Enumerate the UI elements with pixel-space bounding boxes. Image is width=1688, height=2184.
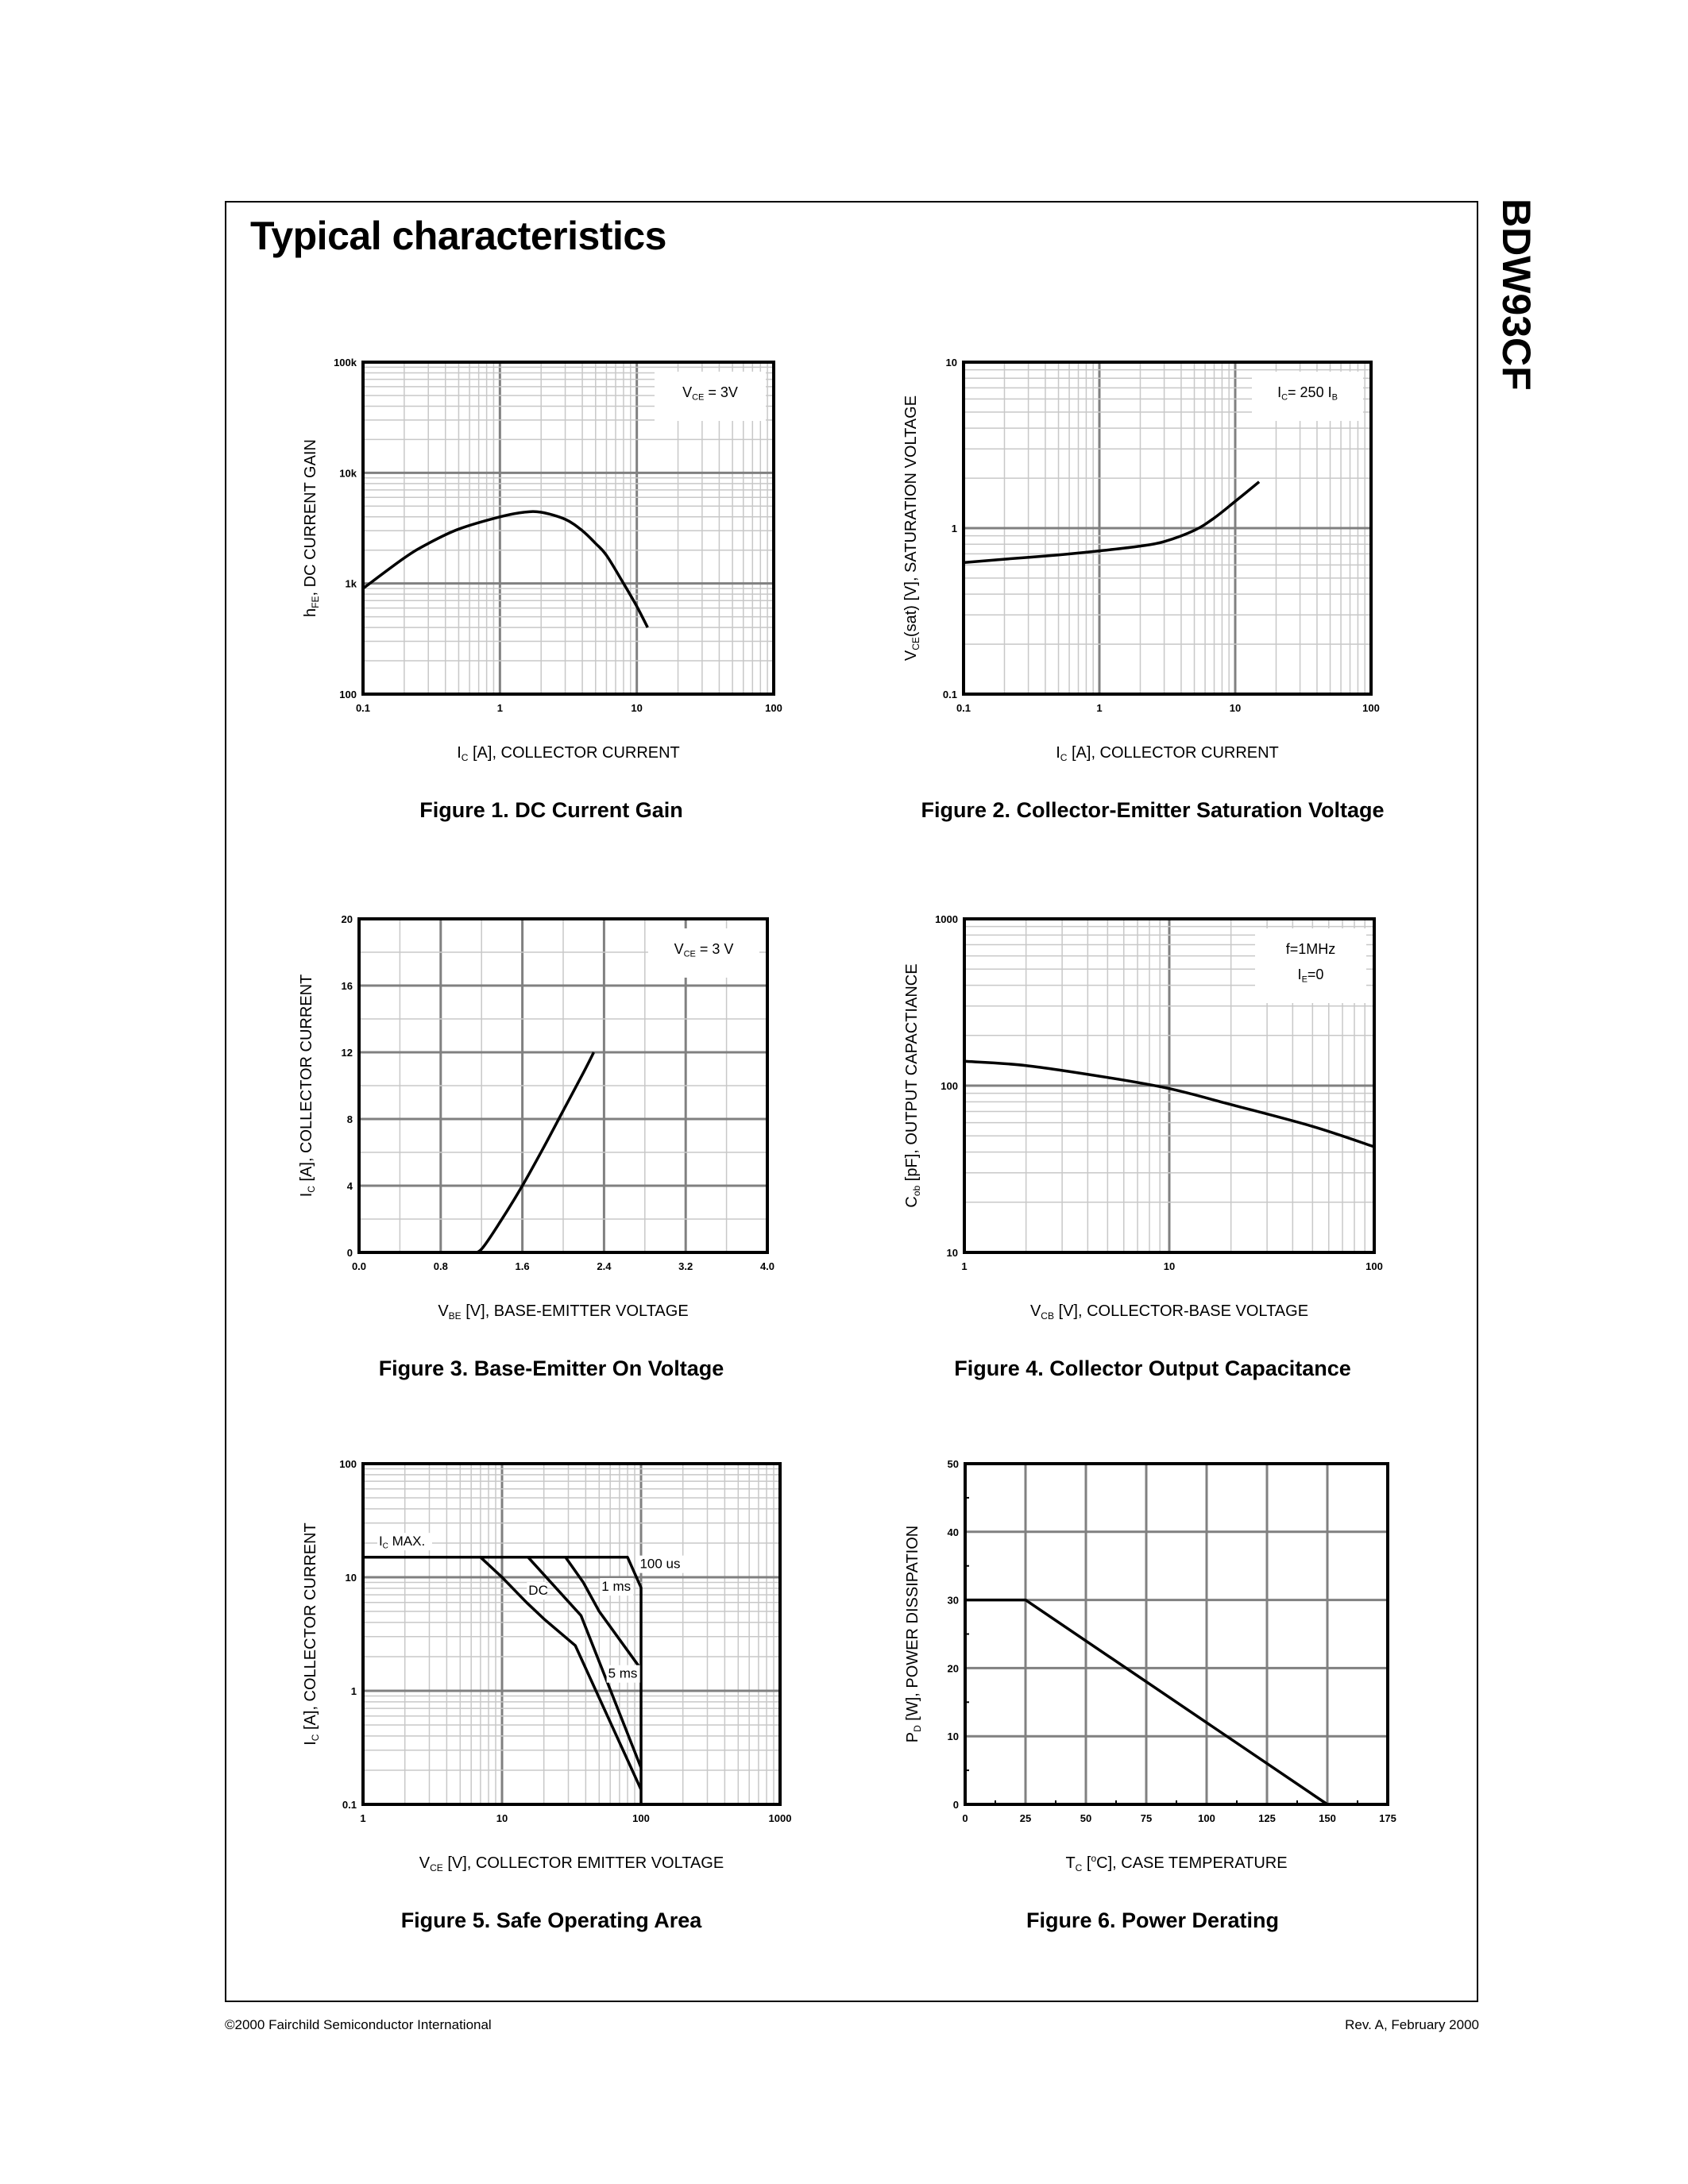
subscript: CE bbox=[683, 949, 696, 959]
x-tick-label: 3.2 bbox=[678, 1260, 693, 1272]
legend-text bbox=[682, 384, 738, 403]
y-tick-label: 100k bbox=[334, 357, 357, 369]
plot-frame bbox=[363, 1464, 780, 1804]
label-text: V bbox=[1029, 1302, 1041, 1320]
label-text: V bbox=[419, 1854, 431, 1872]
x-tick-label: 100 bbox=[1362, 702, 1380, 714]
x-axis-label bbox=[1056, 744, 1279, 763]
y-tick-label: 40 bbox=[947, 1526, 959, 1538]
y-tick-label: 20 bbox=[341, 913, 353, 925]
label-text: 1 ms bbox=[601, 1579, 632, 1595]
subscript: C bbox=[382, 1542, 388, 1551]
y-tick-label: 0 bbox=[952, 1799, 959, 1811]
x-tick-label: 175 bbox=[1379, 1812, 1396, 1824]
y-tick-label: 1 bbox=[951, 523, 957, 534]
x-tick-label: 100 bbox=[1365, 1260, 1383, 1272]
subscript: C bbox=[461, 752, 469, 763]
y-tick-label: 10k bbox=[339, 467, 357, 480]
subscript: C bbox=[1075, 1862, 1083, 1873]
x-tick-label: 1 bbox=[1096, 702, 1103, 714]
x-tick-label: 75 bbox=[1140, 1812, 1153, 1824]
x-tick-label: 10 bbox=[496, 1812, 508, 1824]
subscript: E bbox=[1301, 974, 1308, 985]
y-tick-label: 0.1 bbox=[942, 689, 957, 700]
series-line-1 bbox=[363, 511, 647, 627]
legend-text bbox=[1298, 967, 1324, 985]
label-text: I bbox=[1056, 744, 1060, 762]
series-line-1 bbox=[964, 482, 1259, 563]
y-tick-label: 0.1 bbox=[342, 1799, 357, 1811]
x-tick-label: 150 bbox=[1319, 1812, 1336, 1824]
y-tick-label: 10 bbox=[947, 1731, 959, 1743]
label-text: [A], COLLECTOR CURRENT bbox=[302, 1522, 319, 1734]
label-text: [V], BASE-EMITTER VOLTAGE bbox=[461, 1302, 689, 1320]
label-text: [pF], OUTPUT CAPACTIANCE bbox=[903, 963, 921, 1186]
y-axis-label bbox=[903, 963, 922, 1207]
x-tick-label: 50 bbox=[1080, 1812, 1092, 1824]
y-tick-label: 12 bbox=[341, 1047, 353, 1059]
annotation-label bbox=[601, 1579, 631, 1594]
annotation-label bbox=[608, 1666, 638, 1681]
subscript: C bbox=[1060, 752, 1068, 763]
x-tick-label: 1 bbox=[360, 1812, 366, 1824]
subscript: CE bbox=[910, 637, 921, 650]
x-axis-label bbox=[1030, 1302, 1308, 1322]
label-text: V bbox=[682, 384, 693, 400]
y-tick-label: 4 bbox=[346, 1180, 353, 1192]
x-tick-label: 10 bbox=[631, 702, 643, 714]
label-text: T bbox=[1065, 1854, 1076, 1872]
figure-1 bbox=[302, 357, 782, 822]
x-tick-label: 10 bbox=[1229, 702, 1242, 714]
label-text: 100 us bbox=[639, 1556, 681, 1572]
subscript: C bbox=[310, 1734, 321, 1742]
label-text: (sat) [V], SATURATION VOLTAGE bbox=[902, 395, 920, 638]
plot-frame bbox=[965, 1464, 1388, 1804]
x-tick-label: 100 bbox=[632, 1812, 650, 1824]
y-tick-label: 100 bbox=[941, 1080, 958, 1092]
y-tick-label: 30 bbox=[947, 1594, 959, 1607]
footer-copyright: ©2000 Fairchild Semiconductor International bbox=[225, 2017, 492, 2032]
label-text: , DC CURRENT GAIN bbox=[302, 439, 319, 596]
y-tick-label: 10 bbox=[945, 357, 957, 369]
series-line-2 bbox=[566, 1557, 641, 1669]
y-axis-label bbox=[902, 396, 921, 661]
label-text: [W], POWER DISSIPATION bbox=[904, 1525, 921, 1726]
x-tick-label: 10 bbox=[1163, 1260, 1176, 1272]
x-tick-label: 1.6 bbox=[515, 1260, 530, 1272]
label-text: [A], COLLECTOR CURRENT bbox=[1067, 744, 1279, 762]
label-text: = 250 I bbox=[1288, 384, 1332, 400]
subscript: C bbox=[1281, 392, 1288, 403]
x-tick-label: 2.4 bbox=[597, 1260, 612, 1272]
figure-5 bbox=[302, 1458, 791, 1932]
figure-caption: Figure 6. Power Derating bbox=[1026, 1908, 1280, 1932]
subscript: CB bbox=[1041, 1310, 1054, 1322]
label-text: = 3 V bbox=[695, 941, 734, 957]
y-tick-label: 8 bbox=[346, 1113, 353, 1125]
x-tick-label: 100 bbox=[1198, 1812, 1215, 1824]
y-axis-label bbox=[302, 1522, 321, 1746]
label-text: MAX. bbox=[388, 1534, 426, 1549]
label-text: I bbox=[298, 1192, 315, 1198]
y-tick-label: 20 bbox=[947, 1662, 959, 1675]
label-text: h bbox=[302, 608, 319, 617]
y-axis-label bbox=[904, 1526, 923, 1743]
y-axis-label bbox=[298, 974, 317, 1198]
x-tick-label: 0.1 bbox=[956, 702, 971, 714]
annotation-label bbox=[528, 1583, 548, 1598]
figure-6 bbox=[904, 1458, 1396, 1932]
figure-caption: Figure 3. Base-Emitter On Voltage bbox=[378, 1356, 724, 1380]
label-text: = 3V bbox=[704, 384, 738, 400]
label-text: [V], COLLECTOR EMITTER VOLTAGE bbox=[442, 1854, 724, 1872]
x-tick-label: 1 bbox=[961, 1260, 968, 1272]
label-text: [A], COLLECTOR CURRENT bbox=[468, 744, 680, 762]
footer-revision: Rev. A, February 2000 bbox=[1345, 2017, 1479, 2032]
figure-caption: Figure 4. Collector Output Capacitance bbox=[954, 1356, 1351, 1380]
label-text: 5 ms bbox=[608, 1665, 638, 1681]
label-text: [A], COLLECTOR CURRENT bbox=[298, 974, 315, 1187]
subscript: FE bbox=[310, 596, 321, 608]
y-tick-label: 1 bbox=[350, 1685, 357, 1697]
subscript: CE bbox=[430, 1862, 443, 1873]
x-axis-label bbox=[457, 744, 680, 763]
label-text: P bbox=[904, 1731, 921, 1743]
figure-caption: Figure 2. Collector-Emitter Saturation Voltage bbox=[921, 798, 1385, 822]
subscript: CE bbox=[692, 392, 705, 403]
x-tick-label: 125 bbox=[1258, 1812, 1276, 1824]
subscript: BE bbox=[448, 1310, 462, 1322]
y-tick-label: 1000 bbox=[935, 913, 958, 925]
x-axis-label bbox=[438, 1302, 688, 1322]
label-text: [ bbox=[1082, 1854, 1091, 1872]
label-text: V bbox=[674, 941, 684, 957]
subscript: D bbox=[912, 1725, 923, 1732]
x-tick-label: 25 bbox=[1019, 1812, 1032, 1824]
x-tick-label: 0.8 bbox=[433, 1260, 448, 1272]
label-text: V bbox=[438, 1302, 449, 1320]
subscript: o bbox=[1091, 1853, 1097, 1864]
legend-box bbox=[1255, 928, 1366, 1003]
x-tick-label: 1 bbox=[496, 702, 503, 714]
x-tick-label: 4.0 bbox=[759, 1260, 775, 1272]
y-axis-label bbox=[302, 439, 321, 617]
annotation-label bbox=[639, 1557, 680, 1572]
figure-4 bbox=[903, 913, 1383, 1380]
label-text: C bbox=[903, 1196, 921, 1208]
subscript: B bbox=[1331, 392, 1338, 403]
label-text: I bbox=[1277, 384, 1282, 400]
subscript: ob bbox=[911, 1185, 922, 1197]
label-text: V bbox=[902, 650, 920, 662]
y-tick-label: 0 bbox=[346, 1247, 353, 1259]
y-tick-label: 10 bbox=[345, 1572, 357, 1584]
label-text: I bbox=[378, 1534, 383, 1549]
y-tick-label: 10 bbox=[946, 1247, 958, 1259]
y-tick-label: 100 bbox=[339, 689, 357, 700]
x-tick-label: 1000 bbox=[768, 1812, 792, 1824]
figure-3 bbox=[298, 913, 774, 1380]
label-text: f=1MHz bbox=[1285, 941, 1336, 957]
y-tick-label: 1k bbox=[345, 577, 357, 590]
y-tick-label: 16 bbox=[341, 980, 353, 992]
label-text: DC bbox=[528, 1583, 548, 1599]
figure-caption: Figure 1. DC Current Gain bbox=[419, 798, 683, 822]
legend-text bbox=[1286, 941, 1336, 957]
legend-text bbox=[674, 941, 734, 959]
page-title: Typical characteristics bbox=[250, 214, 666, 258]
label-text: [V], COLLECTOR-BASE VOLTAGE bbox=[1053, 1302, 1309, 1320]
label-text: I bbox=[1297, 967, 1302, 982]
x-tick-label: 0.1 bbox=[355, 702, 371, 714]
figure-caption: Figure 5. Safe Operating Area bbox=[400, 1908, 702, 1932]
figure-2 bbox=[902, 357, 1385, 822]
y-tick-label: 50 bbox=[947, 1458, 959, 1470]
label-text: =0 bbox=[1307, 967, 1324, 982]
part-number-side-label: BDW93CF bbox=[1494, 199, 1539, 391]
x-tick-label: 100 bbox=[765, 702, 782, 714]
subscript: C bbox=[306, 1186, 317, 1193]
x-tick-label: 0 bbox=[962, 1812, 968, 1824]
label-text: I bbox=[457, 744, 462, 762]
x-tick-label: 0.0 bbox=[351, 1260, 367, 1272]
label-text: C], CASE TEMPERATURE bbox=[1096, 1854, 1288, 1872]
y-tick-label: 100 bbox=[339, 1458, 357, 1470]
label-text: I bbox=[302, 1741, 319, 1746]
x-axis-label bbox=[1065, 1853, 1287, 1873]
x-axis-label bbox=[419, 1854, 724, 1873]
